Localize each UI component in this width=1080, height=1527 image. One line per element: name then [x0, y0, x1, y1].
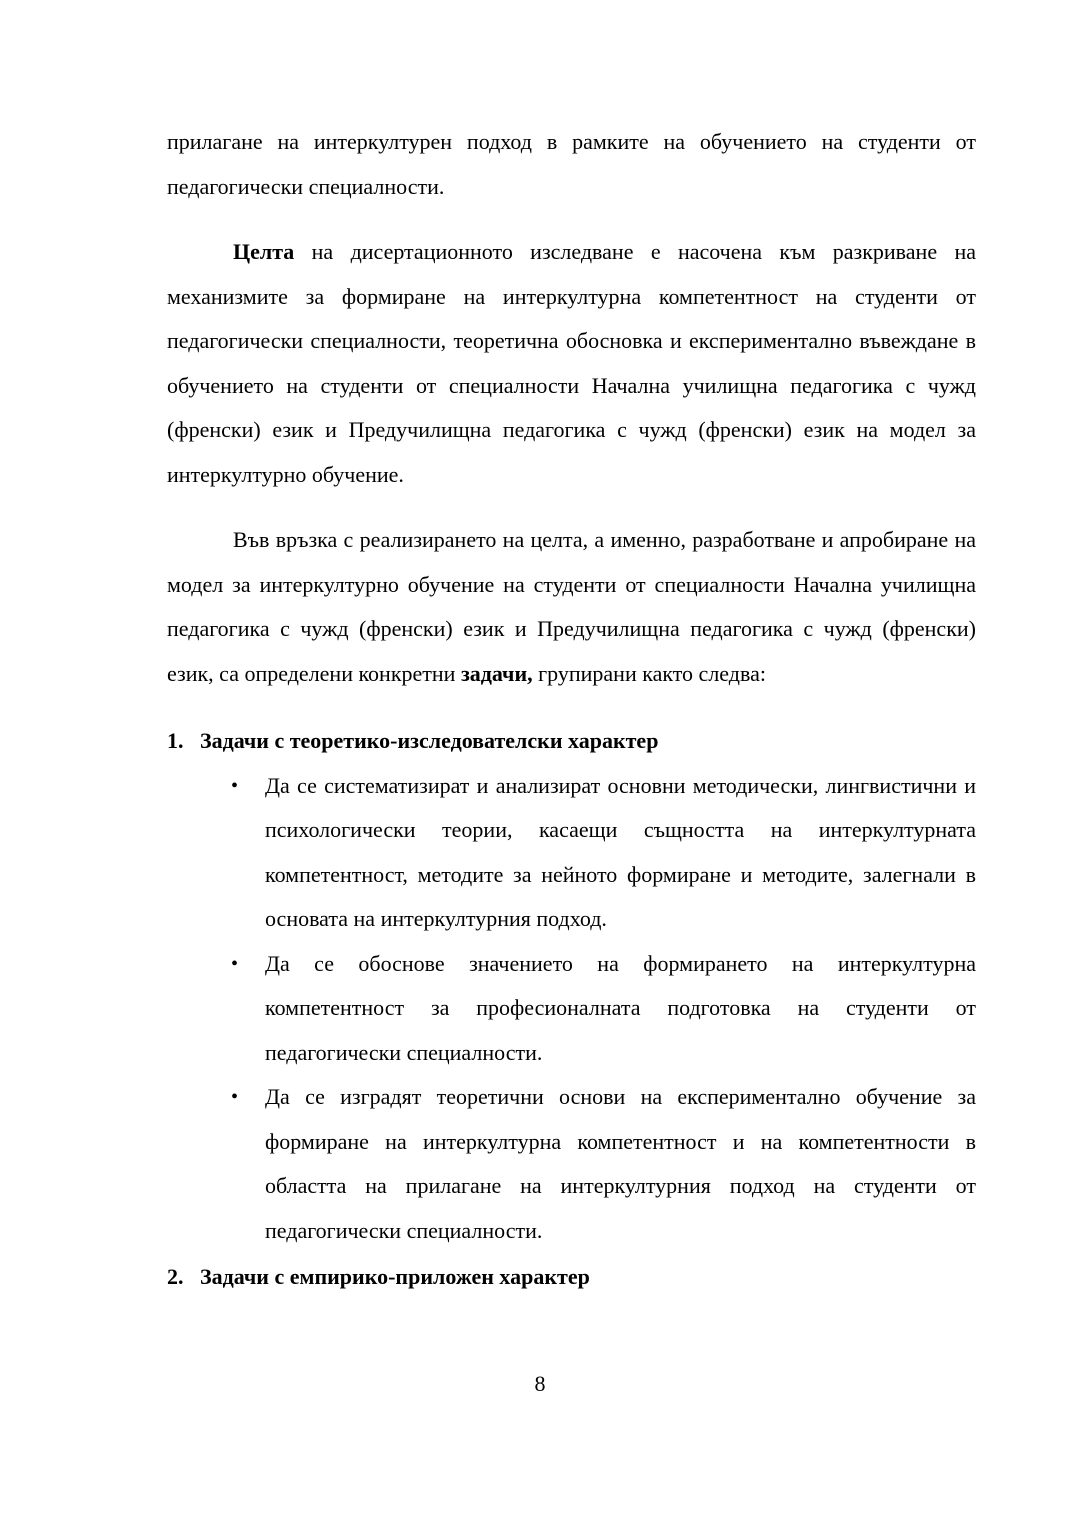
- section-number: 1.: [167, 728, 184, 753]
- section-heading-empirical: [167, 1253, 976, 1300]
- goal-term: Целта: [233, 239, 295, 264]
- bullet-icon: •: [231, 1086, 239, 1108]
- paragraph-intro: прилагане на интеркултурен подход в рамките на обучението на студенти от педагогически специалности.: [167, 129, 976, 199]
- list-item: [231, 1075, 976, 1253]
- section-title: Задачи с теоретико-изследователски характер: [200, 728, 659, 753]
- bullet-icon: •: [231, 774, 239, 797]
- tasks-term: задачи,: [460, 660, 533, 686]
- tasks-intro-tail: групирани както следва:: [532, 660, 766, 686]
- page-number: 8: [534, 1371, 546, 1396]
- document-body: [167, 120, 976, 1300]
- bullet-icon: •: [231, 952, 239, 975]
- paragraph-goal: [167, 230, 976, 497]
- goal-text: на дисертационното изследване е насочена към разкриване на механизмите за формиране на интеркултурна компетентност на студенти от педагогически специалности, теоретична обосновка и експериментално въвеждане в обучението на студенти от специалности Начална училищна педагогика с чужд (френски) език и Предучилищна педагогика с чужд (френски) език на модел за интеркултурно обучение.: [167, 239, 976, 487]
- paragraph-tasks-intro: [167, 518, 976, 696]
- list-item-text: Да се систематизират и анализират основни методически, лингвистични и психологически теории, касаещи същността на интеркултурната компетентност, методите за нейното формиране и методите, залегнали в основата на интеркултурния подход.: [265, 772, 976, 931]
- list-item: [231, 764, 976, 942]
- list-item-text: Да се изградят теоретични основи на експериментално обучение за формиране на интеркултурна компетентност и на компетентности в областта на прилагане на интеркултурния подход на студенти от педагогически специалности.: [265, 1084, 976, 1243]
- list-item-text: Да се обоснове значението на формирането на интеркултурна компетентност за професионалната подготовка на студенти от педагогически специалности.: [265, 950, 976, 1065]
- list-item: [231, 942, 976, 1076]
- theoretical-tasks-list: [167, 764, 976, 1254]
- tasks-intro-text: Във връзка с реализирането на целта, а именно, разработване и апробиране на модел за интеркултурно обучение на студенти от специалности Начална училищна педагогика с чужд (френски) език и Предучилищна педагогика с чужд (френски) език, са определени конкретни: [167, 527, 976, 686]
- section-title: Задачи с емпирико-приложен характер: [200, 1264, 590, 1289]
- section-heading-theoretical: [167, 717, 976, 764]
- section-number: 2.: [167, 1264, 184, 1289]
